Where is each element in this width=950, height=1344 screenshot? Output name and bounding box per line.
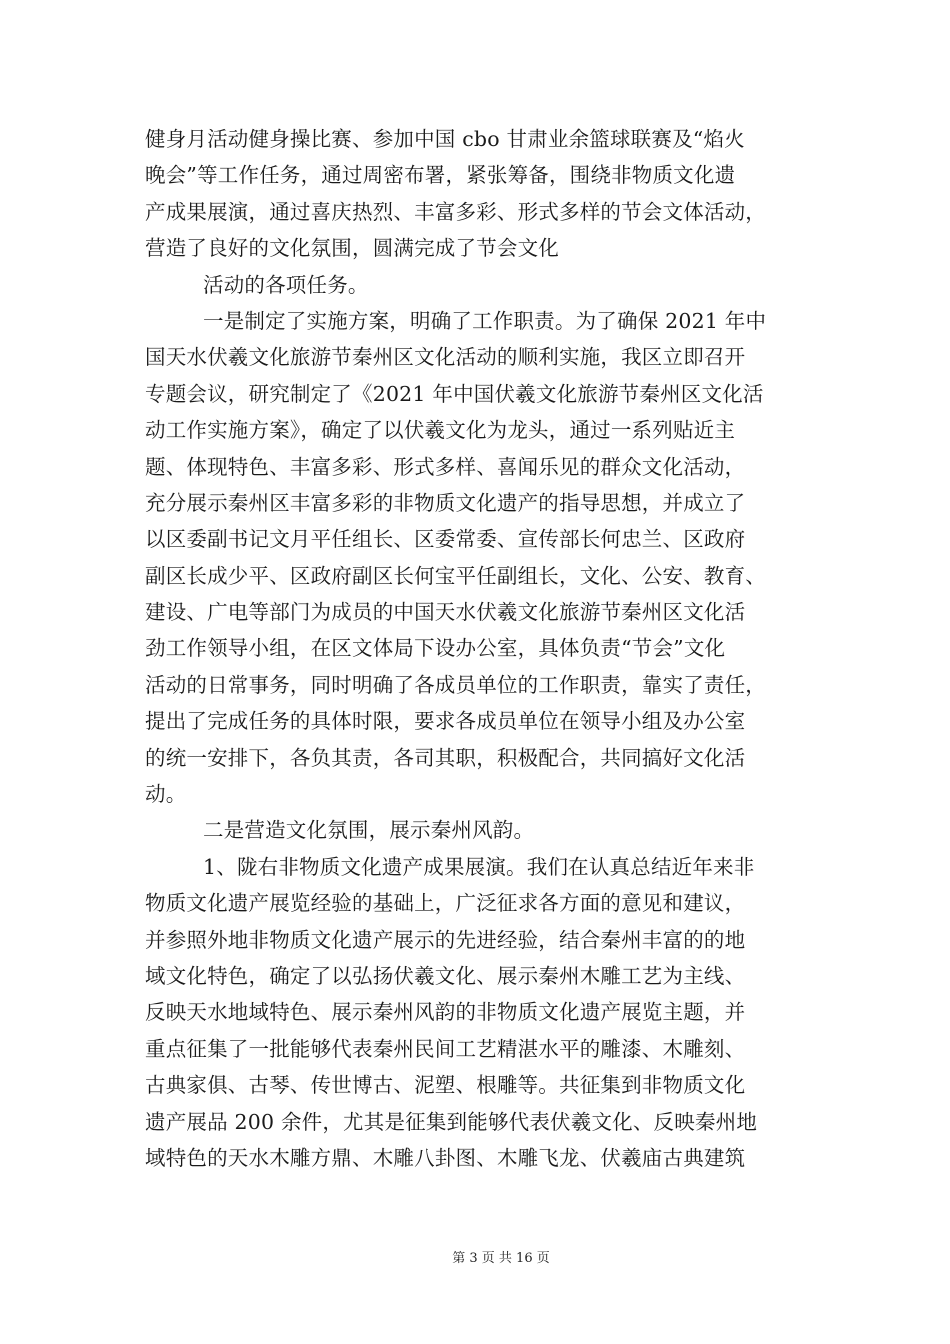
text-line: 专题会议，研究制定了《2021 年中国伏羲文化旅游节秦州区文化活	[145, 381, 764, 406]
text-line: 建设、广电等部门为成员的中国天水伏羲文化旅游节秦州区文化活	[145, 600, 746, 625]
text-line: 遗产展品 200 余件，尤其是征集到能够代表伏羲文化、反映秦州地	[145, 1109, 758, 1134]
text-line: 产成果展演，通过喜庆热烈、丰富多彩、形式多样的节会文体活动，	[145, 199, 766, 224]
text-line: 并参照外地非物质文化遗产展示的先进经验，结合秦州丰富的的地	[145, 927, 746, 952]
body-text	[145, 121, 810, 1176]
text-line: 动。	[145, 782, 187, 807]
text-line: 以区委副书记文月平任组长、区委常委、宣传部长何忠兰、区政府	[145, 527, 746, 552]
page-number-footer: 第 3 页 共 16 页	[452, 1251, 550, 1266]
text-line: 古典家俱、古琴、传世博古、泥塑、根雕等。共征集到非物质文化	[145, 1073, 746, 1098]
text-line: 动工作实施方案》，确定了以伏羲文化为龙头，通过一系列贴近主	[145, 418, 736, 443]
text-line: 题、体现特色、丰富多彩、形式多样、喜闻乐见的群众文化活动，	[145, 454, 746, 479]
text-line: 充分展示秦州区丰富多彩的非物质文化遗产的指导思想，并成立了	[145, 490, 746, 515]
text-line: 域文化特色，确定了以弘扬伏羲文化、展示秦州木雕工艺为主线、	[145, 963, 746, 988]
text-line: 二是营造文化氛围，展示秦州风韵。	[203, 818, 535, 843]
text-line: 晚会”等工作任务，通过周密布署，紧张筹备，围绕非物质文化遗	[145, 163, 736, 188]
text-line: 副区长成少平、区政府副区长何宝平任副组长，文化、公安、教育、	[145, 563, 766, 588]
text-line: 物质文化遗产展览经验的基础上，广泛征求各方面的意见和建议，	[145, 891, 746, 916]
text-line: 的统一安排下，各负其责，各司其职，积极配合，共同搞好文化活	[145, 745, 746, 770]
text-line: 提出了完成任务的具体时限，要求各成员单位在领导小组及办公室	[145, 709, 746, 734]
text-line: 一是制定了实施方案，明确了工作职责。为了确保 2021 年中	[203, 308, 767, 333]
text-line: 健身月活动健身操比赛、参加中国 cbo 甘肃业余篮球联赛及“焰火	[145, 127, 745, 151]
text-line: 劲工作领导小组，在区文体局下设办公室，具体负责“节会”文化	[145, 636, 726, 661]
text-line: 国天水伏羲文化旅游节秦州区文化活动的顺利实施，我区立即召开	[145, 345, 746, 370]
text-line: 反映天水地域特色、展示秦州风韵的非物质文化遗产展览主题，并	[145, 1000, 746, 1025]
text-line: 活动的各项任务。	[203, 272, 369, 297]
text-line: 1、陇右非物质文化遗产成果展演。我们在认真总结近年来非	[203, 854, 755, 879]
text-line: 营造了良好的文化氛围，圆满完成了节会文化	[145, 236, 559, 261]
text-line: 重点征集了一批能够代表秦州民间工艺精湛水平的雕漆、木雕刻、	[145, 1036, 746, 1061]
text-line: 域特色的天水木雕方鼎、木雕八卦图、木雕飞龙、伏羲庙古典建筑	[145, 1145, 746, 1170]
text-line: 活动的日常事务，同时明确了各成员单位的工作职责，靠实了责任，	[145, 672, 766, 697]
